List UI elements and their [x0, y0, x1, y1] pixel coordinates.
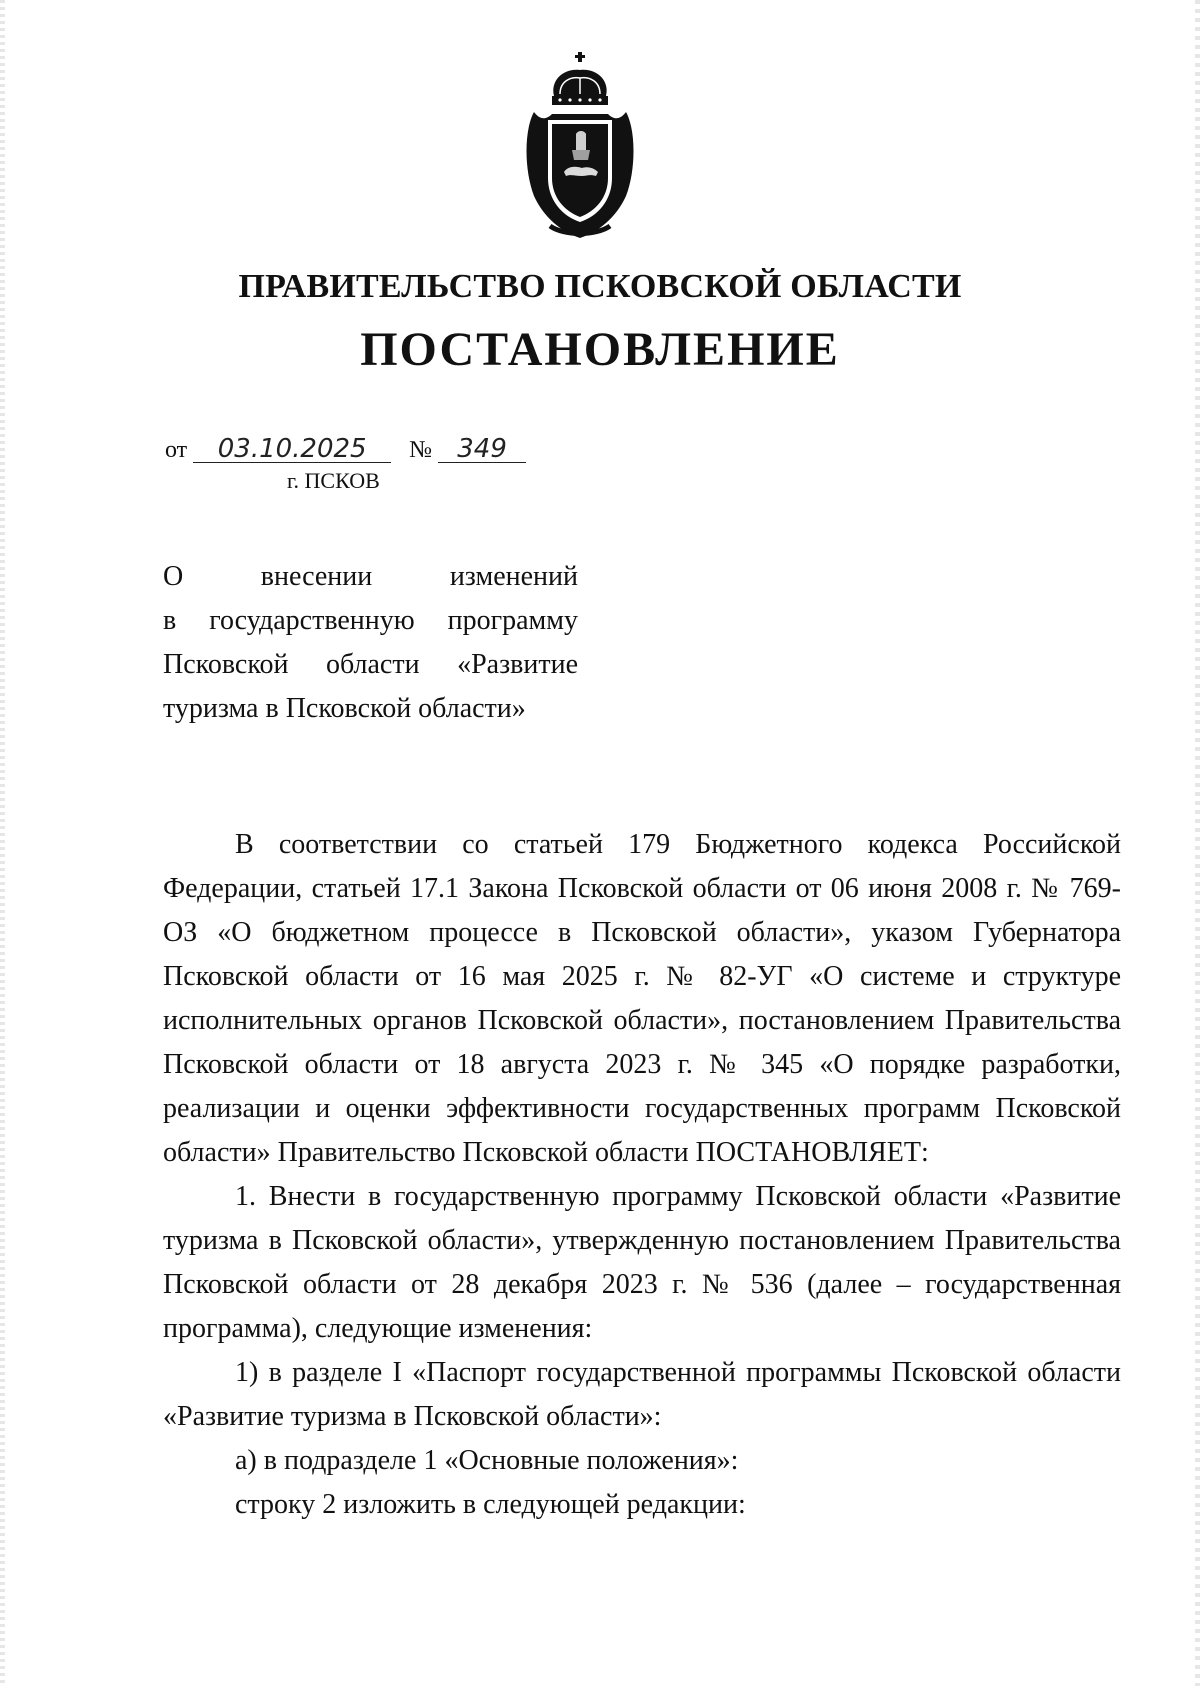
- subject-line: туризма в Псковской области»: [163, 693, 526, 724]
- city-label: г. ПСКОВ: [287, 468, 380, 493]
- document-date: 03.10.2025: [193, 436, 391, 463]
- date-from-label: от: [165, 437, 188, 463]
- subject-line: О внесении изменений: [163, 561, 578, 592]
- scan-edge-right: [1195, 0, 1200, 1686]
- dateline: [165, 436, 526, 464]
- scan-edge-left: [0, 0, 5, 1686]
- document-subject: [163, 555, 578, 731]
- body-paragraph-line-2: строку 2 изложить в следующей редакции:: [235, 1489, 746, 1520]
- subject-line: Псковской области «Развитие: [163, 649, 578, 680]
- body-paragraph-preamble: В соответствии со статьей 179 Бюджетного кодекса Российской Федерации, статьей 17.1 Закона Псковской области от 06 июня 2008 г. № 769-ОЗ «О бюджетном процессе в Псковской области», указом Губернатора Псковской области от 16 мая 2025 г. № 82-УГ «О системе и структуре исполнительных органов Псковской области», постановлением Правительства Псковской области от 18 августа 2023 г. № 345 «О порядке разработки, реализации и оценки эффективности государственных программ Псковской области» Правительство Псковской области ПОСТАНОВЛЯЕТ:: [163, 829, 1121, 1168]
- document-body: [163, 823, 1121, 1527]
- document-number: 349: [438, 436, 526, 463]
- number-label: №: [409, 437, 433, 463]
- document-type-title: ПОСТАНОВЛЕНИЕ: [360, 323, 840, 376]
- coat-of-arms-icon: [520, 50, 660, 242]
- body-paragraph-item-1: 1. Внести в государственную программу Псковской области «Развитие туризма в Псковской области», утвержденную постановлением Правительства Псковской области от 28 декабря 2023 г. № 536 (далее – государственная программа), следующие изменения:: [163, 1181, 1121, 1344]
- subject-line: в государственную программу: [163, 605, 578, 636]
- body-paragraph-subitem-1: 1) в разделе I «Паспорт государственной программы Псковской области «Развитие туризма в Псковской области»:: [163, 1357, 1121, 1432]
- organization-title: ПРАВИТЕЛЬСТВО ПСКОВСКОЙ ОБЛАСТИ: [238, 268, 962, 305]
- body-paragraph-subitem-a: а) в подразделе 1 «Основные положения»:: [235, 1445, 739, 1476]
